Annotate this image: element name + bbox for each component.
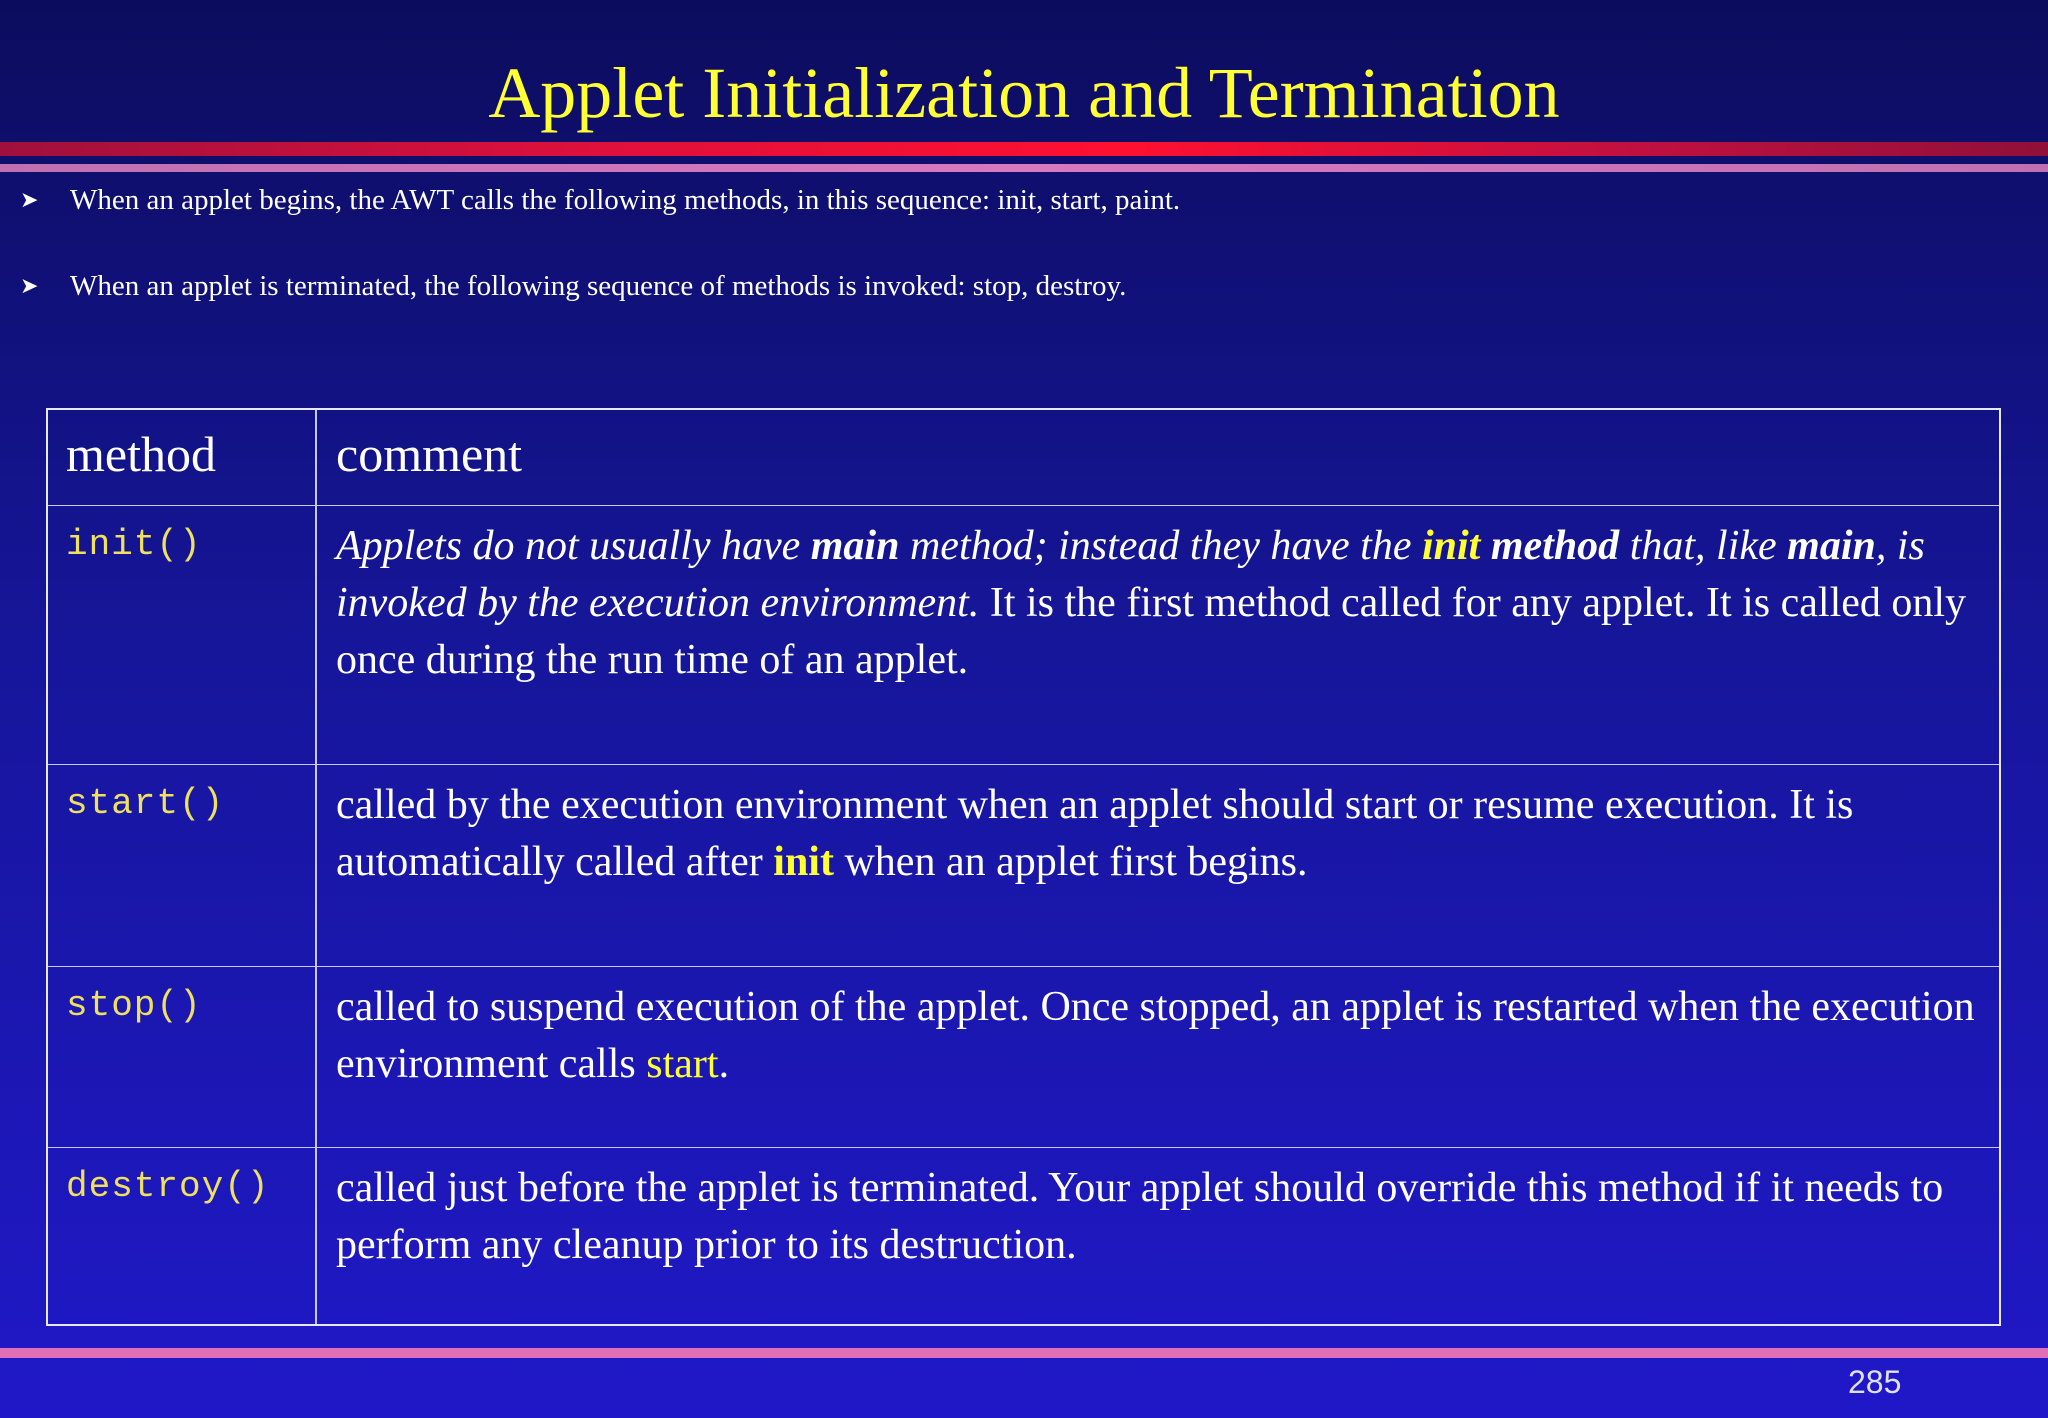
comment-bold: main: [1787, 523, 1876, 569]
comment-italic: , is invoked by the execution environment.: [336, 523, 1925, 626]
comment-text: when an applet first begins.: [833, 839, 1308, 885]
comment-highlight: init: [773, 839, 834, 885]
comment-text: called just before the applet is terminated. Your applet should override this method if it needs to perform any cleanup prior to its destruction.: [336, 1165, 1944, 1268]
table-header-row: [48, 410, 1999, 506]
method-comment: [336, 777, 1976, 891]
comment-highlight: start: [646, 1041, 719, 1087]
column-divider: [315, 410, 317, 505]
title-divider-pink: [0, 164, 2048, 172]
column-divider: [315, 506, 317, 764]
arrow-bullet-icon: ➤: [20, 187, 39, 212]
method-comment: [336, 979, 1976, 1093]
comment-bold: method: [1480, 523, 1620, 569]
comment-bold: main: [810, 523, 900, 569]
method-comment: [336, 518, 1976, 689]
header-method: method: [66, 426, 216, 482]
footer-divider: [0, 1348, 2048, 1358]
table-row: [48, 967, 1999, 1148]
page-number: 285: [1848, 1364, 1902, 1400]
bullet-text: When an applet begins, the AWT calls the following methods, in this sequence: init, start, paint.: [70, 184, 1181, 216]
comment-text: called to suspend execution of the applet. Once stopped, an applet is restarted when the execution environment calls: [336, 984, 1975, 1087]
method-name: stop(): [66, 985, 202, 1026]
methods-table: [46, 408, 2001, 1326]
comment-text: called by the execution environment when an applet should start or resume execution. It is automatically called after: [336, 782, 1854, 885]
table-row: [48, 1148, 1999, 1324]
method-name: start(): [66, 783, 225, 824]
comment-text: .: [718, 1041, 730, 1087]
column-divider: [315, 1148, 317, 1324]
comment-text: It is the first method called for any applet. It is called only once during the run time of an applet.: [336, 580, 1967, 683]
column-divider: [315, 765, 317, 966]
table-row: [48, 506, 1999, 765]
header-comment: comment: [336, 426, 523, 482]
arrow-bullet-icon: ➤: [20, 273, 39, 298]
method-name: init(): [66, 524, 202, 565]
column-divider: [315, 967, 317, 1147]
bullet-text: When an applet is terminated, the following sequence of methods is invoked: stop, destroy.: [70, 270, 1127, 302]
comment-highlight: init: [1421, 523, 1481, 569]
comment-italic: Applets do not usually have: [336, 523, 811, 569]
title-divider-red: [0, 142, 2048, 156]
comment-italic: that, like: [1619, 523, 1788, 569]
comment-italic: method; instead they have the: [899, 523, 1422, 569]
method-comment: [336, 1160, 1976, 1274]
slide-title: Applet Initialization and Termination: [488, 53, 1560, 133]
table-row: [48, 765, 1999, 967]
method-name: destroy(): [66, 1166, 270, 1207]
